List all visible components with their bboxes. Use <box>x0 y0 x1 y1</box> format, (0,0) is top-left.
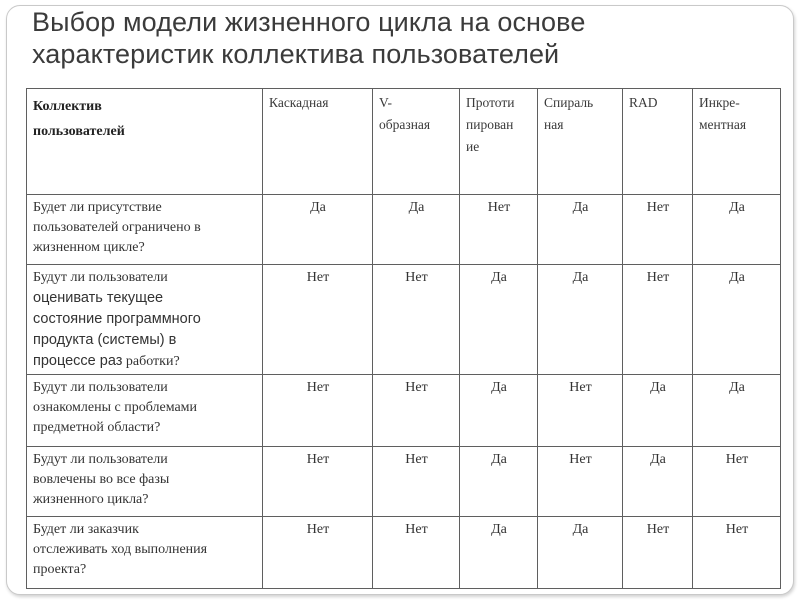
question-line: работки? <box>125 354 180 369</box>
header-cell-spiral <box>538 89 623 195</box>
lifecycle-model-table <box>26 88 781 589</box>
question-line: Будут ли пользователи <box>33 452 168 467</box>
value-cell: Нет <box>263 517 373 589</box>
value-cell: Нет <box>263 265 373 375</box>
table-row <box>27 195 781 265</box>
value-cell: Нет <box>460 195 538 265</box>
header-label: Спираль <box>544 95 594 110</box>
value-cell: Да <box>623 447 693 517</box>
header-cell-prototyping <box>460 89 538 195</box>
value-cell: Да <box>538 517 623 589</box>
value-cell: Да <box>460 447 538 517</box>
question-line: продукта (системы) в <box>33 332 177 348</box>
header-label: V- <box>379 95 393 110</box>
header-row <box>27 89 781 195</box>
value-cell: Да <box>693 265 781 375</box>
header-cell-incremental <box>693 89 781 195</box>
question-cell <box>27 265 263 375</box>
question-line: Будут ли пользователи <box>33 270 168 285</box>
header-label: Прототи <box>466 95 515 110</box>
value-cell: Да <box>263 195 373 265</box>
value-cell: Да <box>460 375 538 447</box>
value-cell: Нет <box>538 447 623 517</box>
value-cell: Да <box>460 517 538 589</box>
table-row <box>27 447 781 517</box>
value-cell: Да <box>623 375 693 447</box>
title-line-1: Выбор модели жизненного цикла на основе <box>32 7 586 37</box>
table-row <box>27 265 781 375</box>
value-cell: Нет <box>263 375 373 447</box>
question-line: предметной области? <box>33 420 161 435</box>
table-row <box>27 375 781 447</box>
question-line: вовлечены во все фазы <box>33 472 170 487</box>
value-cell: Да <box>460 265 538 375</box>
page-title <box>32 6 772 70</box>
value-cell: Нет <box>693 447 781 517</box>
header-label: ие <box>466 139 480 154</box>
value-cell: Нет <box>693 517 781 589</box>
question-line: процессе раз <box>33 353 123 369</box>
value-cell: Нет <box>623 195 693 265</box>
header-corner-cell <box>27 89 263 195</box>
value-cell: Нет <box>373 447 460 517</box>
table-row <box>27 517 781 589</box>
question-cell <box>27 195 263 265</box>
value-cell: Нет <box>623 265 693 375</box>
question-line: Будут ли пользователи <box>33 380 168 395</box>
value-cell: Да <box>538 265 623 375</box>
question-line: отслеживать ход выполнения <box>33 542 208 557</box>
corner-label-line-2: пользователей <box>33 124 125 139</box>
header-cell-v-model <box>373 89 460 195</box>
value-cell: Да <box>693 195 781 265</box>
question-line: состояние программного <box>33 311 201 327</box>
header-label: ментная <box>699 117 747 132</box>
header-label: пирован <box>466 117 514 132</box>
question-cell <box>27 517 263 589</box>
value-cell: Да <box>373 195 460 265</box>
value-cell: Да <box>693 375 781 447</box>
header-label: Инкре- <box>699 95 740 110</box>
header-label: образная <box>379 117 431 132</box>
question-cell <box>27 447 263 517</box>
value-cell: Нет <box>373 375 460 447</box>
value-cell: Нет <box>373 517 460 589</box>
question-line: Будет ли заказчик <box>33 522 139 537</box>
question-cell <box>27 375 263 447</box>
question-line: жизненного цикла? <box>33 492 149 507</box>
question-line: оценивать текущее <box>33 290 164 306</box>
value-cell: Нет <box>623 517 693 589</box>
question-line: Будет ли присутствие <box>33 200 162 215</box>
title-line-2: характеристик коллектива пользователей <box>32 39 560 69</box>
header-cell-waterfall <box>263 89 373 195</box>
corner-label-line-1: Коллектив <box>33 99 102 114</box>
value-cell: Нет <box>373 265 460 375</box>
value-cell: Нет <box>263 447 373 517</box>
question-line: ознакомлены с проблемами <box>33 400 198 415</box>
value-cell: Да <box>538 195 623 265</box>
header-cell-rad <box>623 89 693 195</box>
question-line: пользователей ограничено в <box>33 220 201 235</box>
value-cell: Нет <box>538 375 623 447</box>
question-line: проекта? <box>33 562 87 577</box>
header-label: Каскадная <box>269 95 329 110</box>
header-label: RAD <box>629 95 658 110</box>
question-line: жизненном цикле? <box>33 240 145 255</box>
header-label: ная <box>544 117 564 132</box>
